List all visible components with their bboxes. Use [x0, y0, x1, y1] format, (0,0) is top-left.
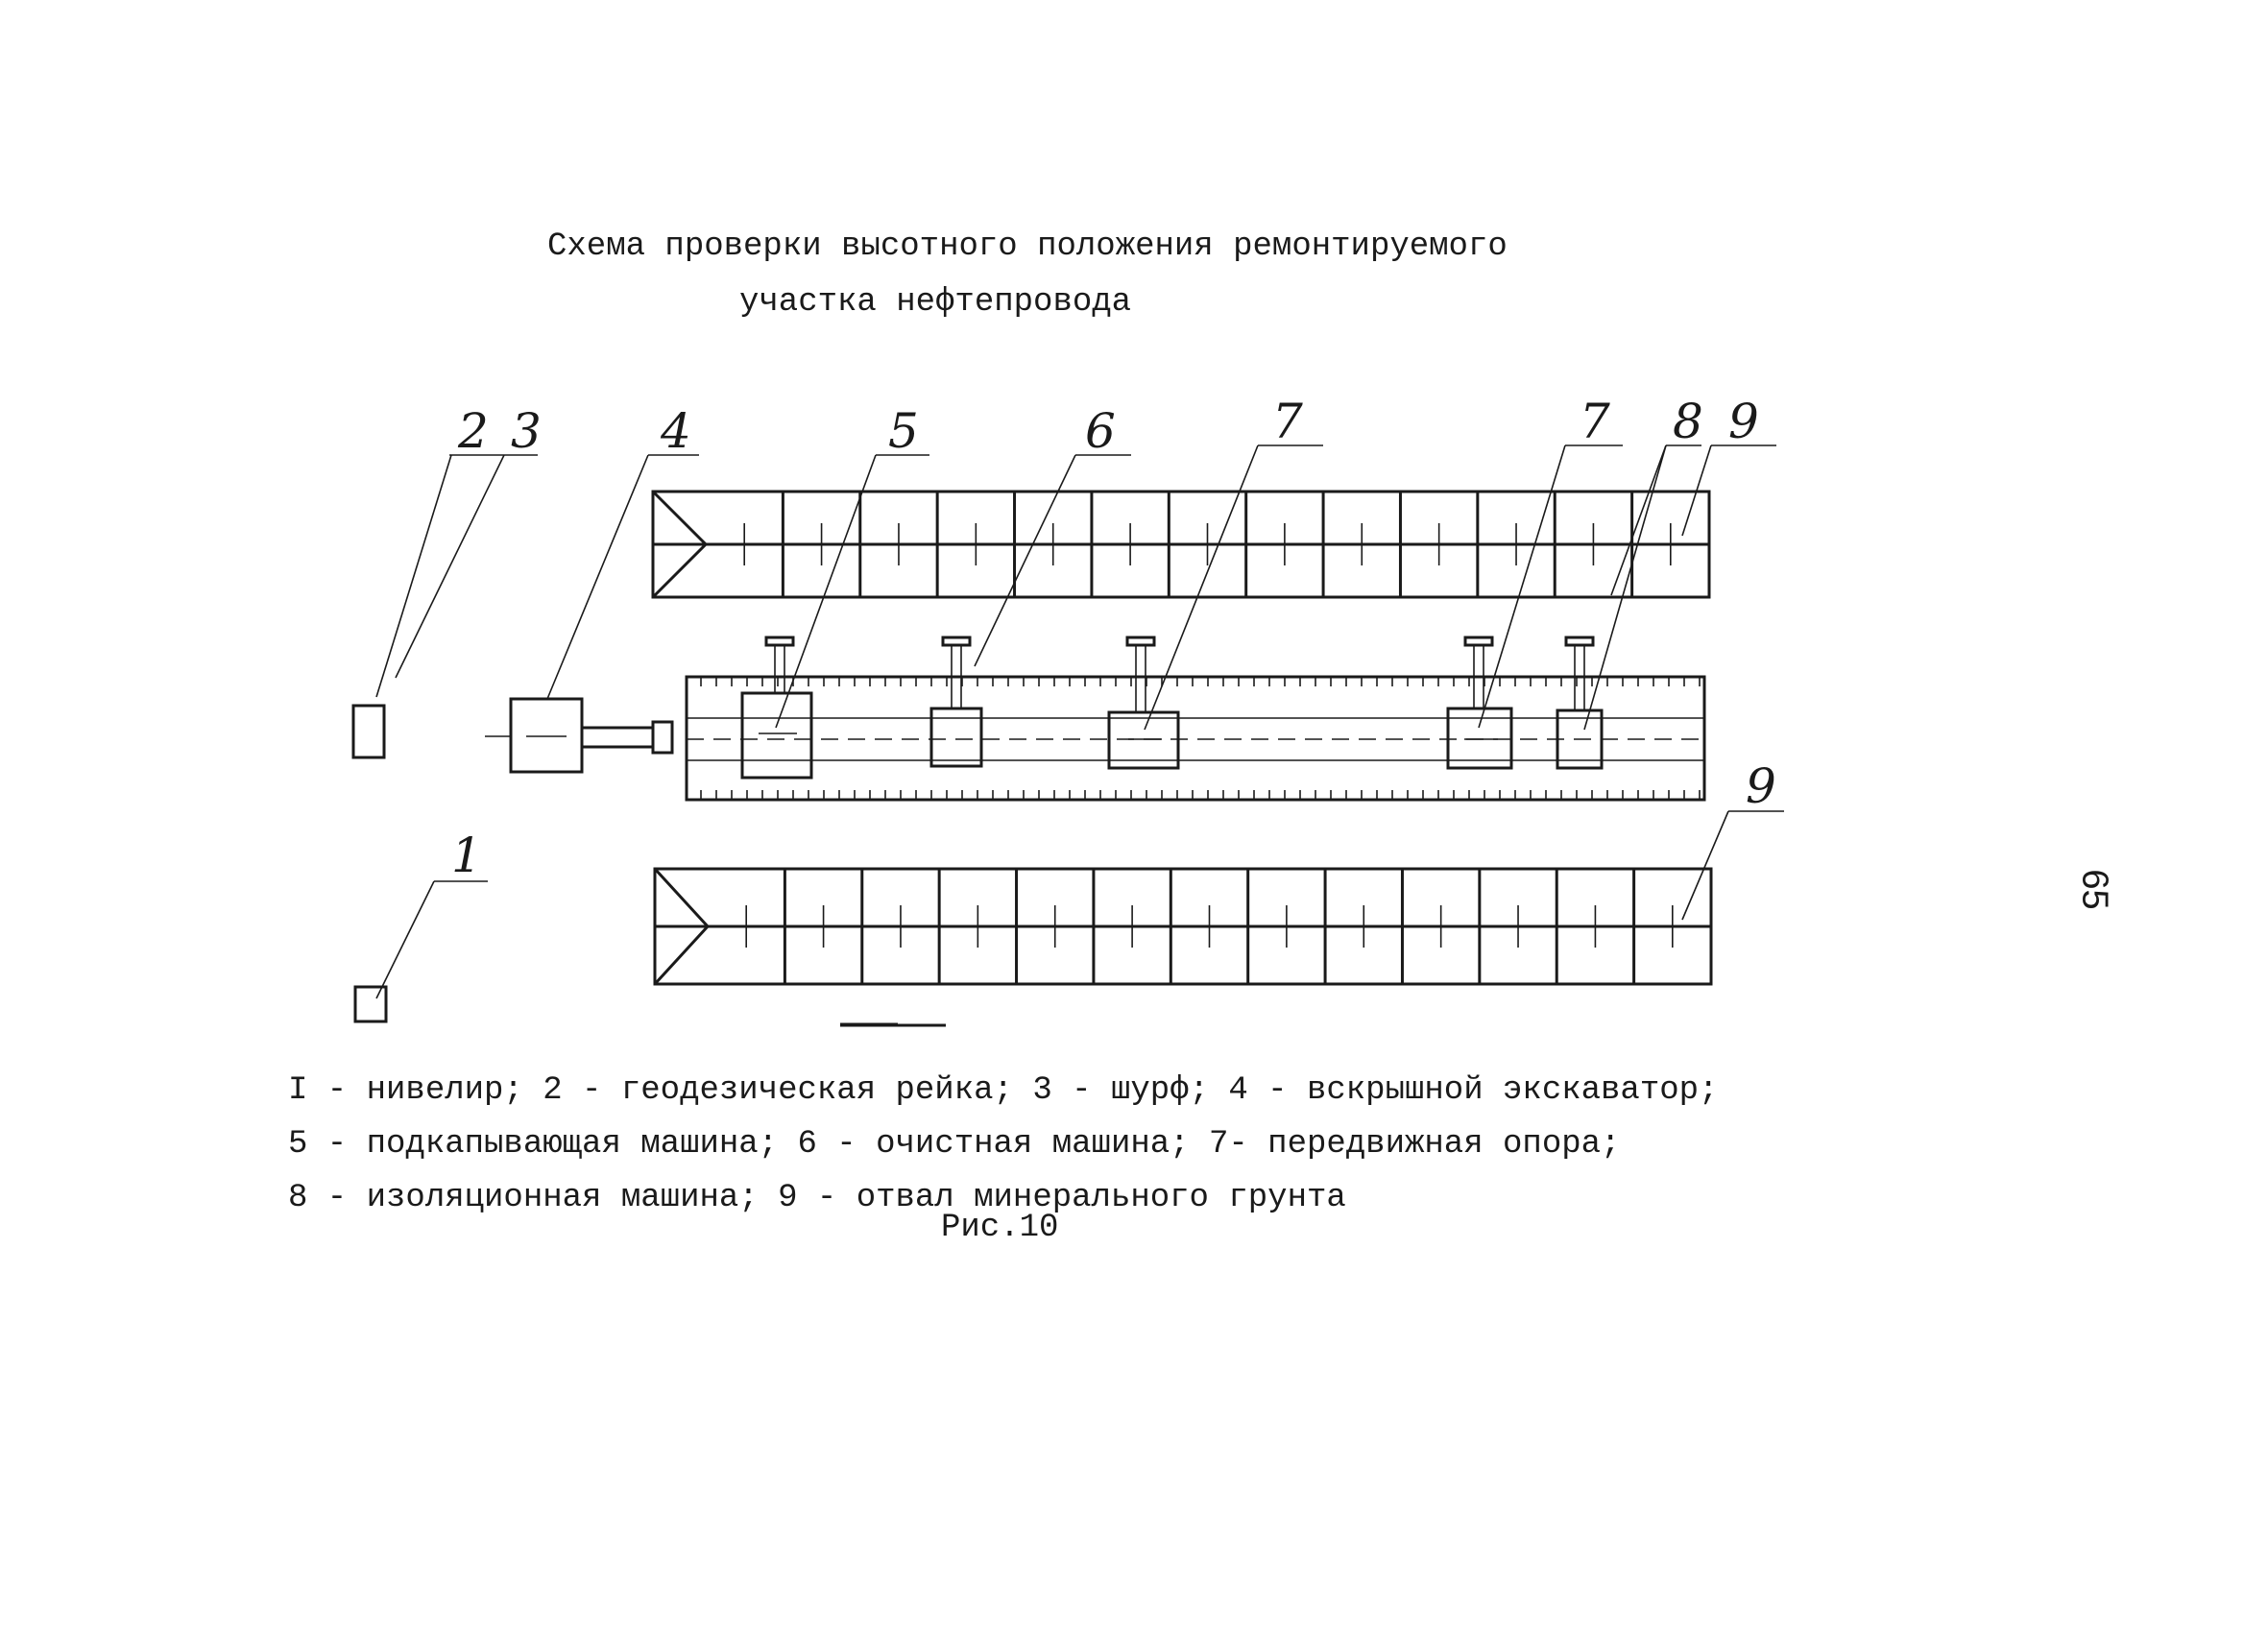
page-number: 65	[2074, 869, 2115, 910]
cleaning-machine	[931, 708, 981, 766]
excavator-bucket	[653, 722, 672, 753]
trench	[687, 677, 1704, 800]
callout-9-bottom: 9	[1746, 758, 1776, 814]
support-cap	[1566, 637, 1593, 645]
support-cap	[943, 637, 970, 645]
support-cap	[766, 637, 793, 645]
excavator	[485, 699, 672, 772]
diagram-legend	[288, 1064, 1824, 1225]
callout-1: 1	[451, 828, 482, 883]
callout-leaders	[376, 445, 1784, 998]
figure-caption: Рис.10	[941, 1210, 1059, 1246]
callout-6: 6	[1085, 403, 1116, 459]
pipeline-machines	[742, 637, 1602, 778]
legend-line-2: 5 - подкапывающая машина; 6 - очистная машина; 7- передвижная опора;	[288, 1126, 1621, 1163]
callout-2: 2	[458, 403, 489, 459]
lower-soil-dump	[655, 869, 1711, 984]
title-line-1: Схема проверки высотного положения ремонтируемого	[547, 228, 1508, 265]
upper-soil-dump	[653, 492, 1709, 597]
callout-3: 3	[511, 403, 542, 459]
legend-line-1: I - нивелир; 2 - геодезическая рейка; 3 - шурф; 4 - вскрышной экскаватор;	[288, 1072, 1719, 1109]
digging-machine	[742, 693, 811, 778]
support-cap	[1127, 637, 1154, 645]
callout-7b: 7	[1580, 394, 1610, 449]
direction-arrow	[840, 1024, 946, 1025]
level-instrument	[355, 987, 386, 1021]
title-line-2: участка нефтепровода	[739, 284, 1132, 321]
callout-5: 5	[888, 403, 919, 459]
support-cap	[1465, 637, 1492, 645]
callout-9-top: 9	[1728, 394, 1759, 449]
geodetic-rod	[353, 706, 384, 757]
legend-line-3: 8 - изоляционная машина; 9 - отвал минерального грунта	[288, 1180, 1346, 1216]
callout-7a: 7	[1272, 394, 1303, 449]
callout-8: 8	[1673, 394, 1703, 449]
excavator-body	[511, 699, 582, 772]
trench-outline	[687, 677, 1704, 800]
callout-4: 4	[661, 403, 691, 459]
